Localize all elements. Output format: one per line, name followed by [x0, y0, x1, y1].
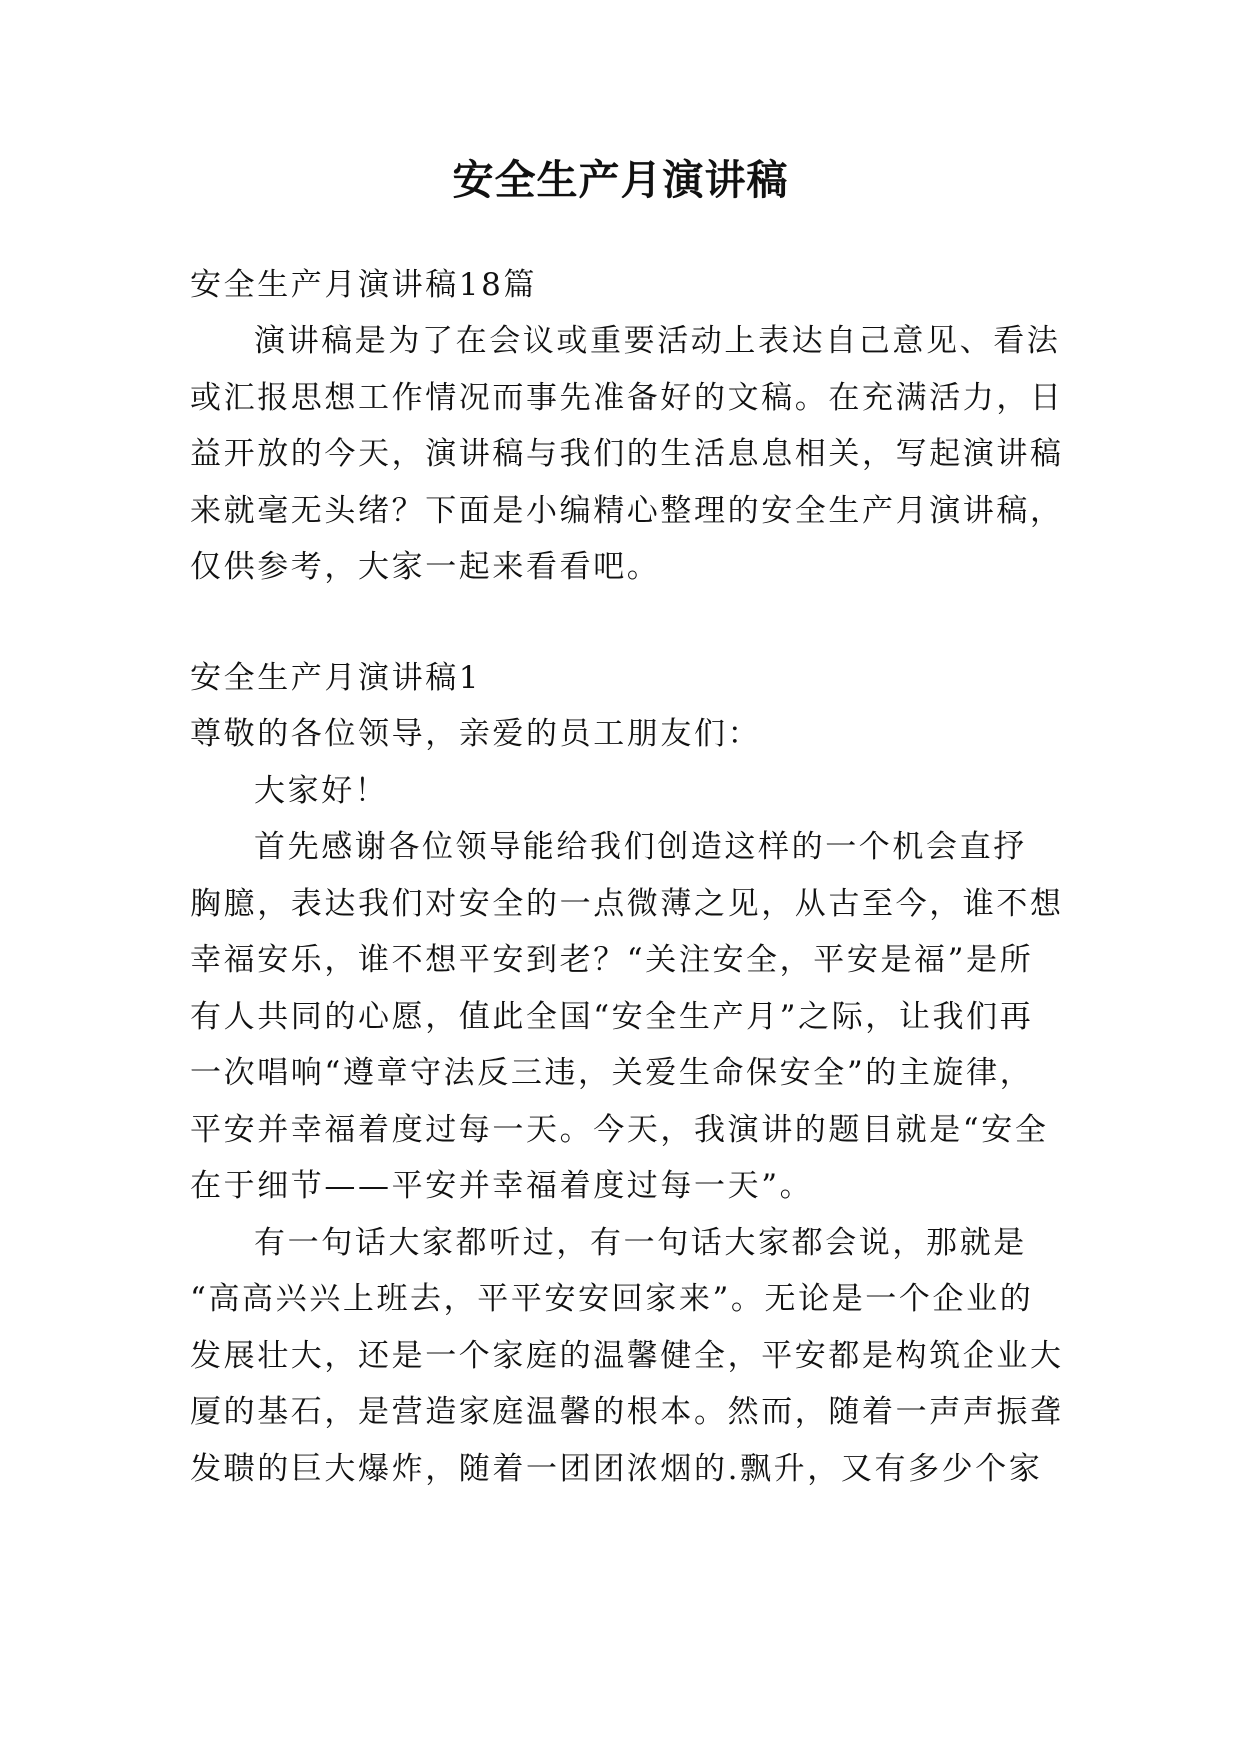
body-line: 胸臆，表达我们对安全的一点微薄之见，从古至今，谁不想 — [190, 886, 1064, 922]
body-line: 在于细节——平安并幸福着度过每一天”。 — [190, 1168, 814, 1204]
body-line: 首先感谢各位领导能给我们创造这样的一个机会直抒 — [254, 829, 1027, 865]
greeting-line: 大家好！ — [254, 773, 389, 809]
intro-line: 来就毫无头绪？下面是小编精心整理的安全生产月演讲稿， — [190, 493, 1064, 529]
body-line: 一次唱响“遵章守法反三违，关爱生命保安全”的主旋律， — [190, 1055, 1034, 1091]
body-line: “高高兴兴上班去，平平安安回家来”。无论是一个企业的 — [190, 1281, 1034, 1317]
intro-line: 或汇报思想工作情况而事先准备好的文稿。在充满活力，日 — [190, 380, 1064, 416]
section-heading: 安全生产月演讲稿1 — [190, 660, 482, 696]
body-line: 发聩的巨大爆炸，随着一团团浓烟的.飘升，又有多少个家 — [190, 1451, 1043, 1487]
intro-line: 演讲稿是为了在会议或重要活动上表达自己意见、看法 — [254, 323, 1061, 359]
salutation-line: 尊敬的各位领导，亲爱的员工朋友们： — [190, 716, 762, 752]
intro-line: 仅供参考，大家一起来看看吧。 — [190, 549, 661, 585]
body-line: 有一句话大家都听过，有一句话大家都会说，那就是 — [254, 1225, 1027, 1261]
body-line: 发展壮大，还是一个家庭的温馨健全，平安都是构筑企业大 — [190, 1338, 1064, 1374]
body-line: 有人共同的心愿，值此全国“安全生产月”之际，让我们再 — [190, 999, 1034, 1035]
body-line: 幸福安乐，谁不想平安到老？“关注安全，平安是福”是所 — [190, 942, 1034, 978]
subtitle-line: 安全生产月演讲稿18篇 — [190, 267, 538, 303]
body-line: 厦的基石，是营造家庭温馨的根本。然而，随着一声声振聋 — [190, 1394, 1064, 1430]
intro-line: 益开放的今天，演讲稿与我们的生活息息相关，写起演讲稿 — [190, 436, 1064, 472]
body-line: 平安并幸福着度过每一天。今天，我演讲的题目就是“安全 — [190, 1112, 1049, 1148]
page-title: 安全生产月演讲稿 — [452, 156, 789, 204]
